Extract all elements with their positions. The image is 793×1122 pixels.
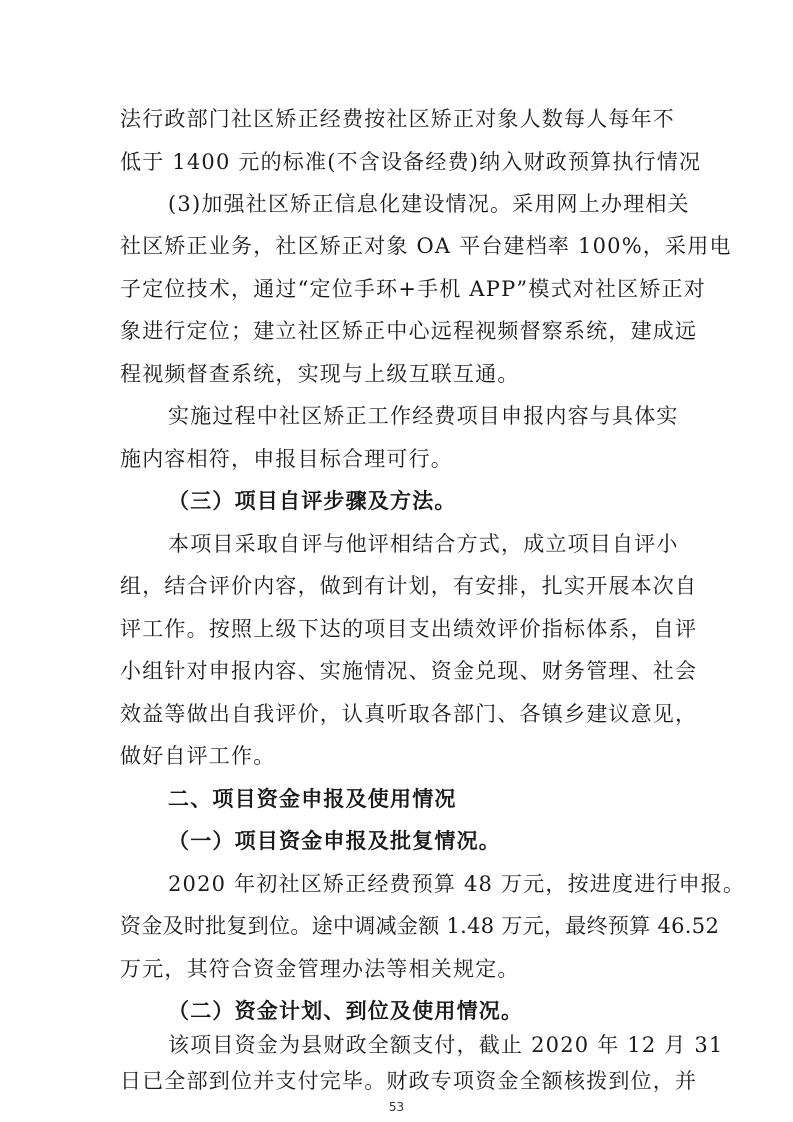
body-text-line: 小组针对申报内容、实施情况、资金兑现、财务管理、社会 bbox=[120, 659, 698, 683]
body-text-line: 日已全部到位并支付完毕。财政专项资金全额核拨到位，并 bbox=[120, 1069, 698, 1093]
body-text-line: 低于 1400 元的标准(不含设备经费)纳入财政预算执行情况 bbox=[120, 150, 702, 174]
body-text-line: 施内容相符，申报目标合理可行。 bbox=[120, 447, 453, 471]
body-text-line: 做好自评工作。 bbox=[120, 744, 276, 768]
section-heading-2: （二）资金计划、到位及使用情况。 bbox=[168, 998, 524, 1023]
body-text-line: 象进行定位；建立社区矫正中心远程视频督察系统，建成远 bbox=[120, 319, 698, 343]
body-text-line: 子定位技术，通过“定位手环+手机 APP”模式对社区矫正对 bbox=[120, 277, 706, 301]
body-text-line: 资金及时批复到位。途中调减金额 1.48 万元，最终预算 46.52 bbox=[120, 914, 720, 938]
body-text-line: 程视频督查系统，实现与上级互联互通。 bbox=[120, 362, 520, 386]
page-number: 53 bbox=[388, 1100, 405, 1114]
body-text-line: 效益等做出自我评价，认真听取各部门、各镇乡建议意见， bbox=[120, 702, 698, 726]
paragraph-first-line: 本项目采取自评与他评相结合方式，成立项目自评小 bbox=[168, 532, 679, 556]
body-text-line: 万元，其符合资金管理办法等相关规定。 bbox=[120, 957, 520, 981]
paragraph-first-line: 实施过程中社区矫正工作经费项目申报内容与具体实 bbox=[168, 404, 679, 428]
chapter-heading: 二、项目资金申报及使用情况 bbox=[168, 787, 457, 811]
section-heading-3: （三）项目自评步骤及方法。 bbox=[168, 488, 457, 513]
paragraph-first-line: 2020 年初社区矫正经费预算 48 万元，按进度进行申报。 bbox=[168, 872, 746, 896]
body-text-line: 组，结合评价内容，做到有计划，有安排，扎实开展本次自 bbox=[120, 574, 698, 598]
section-heading-1: （一）项目资金申报及批复情况。 bbox=[168, 828, 501, 853]
body-text-line: 评工作。按照上级下达的项目支出绩效评价指标体系，自评 bbox=[120, 617, 698, 641]
paragraph-first-line: 该项目资金为县财政全额支付，截止 2020 年 12 月 31 bbox=[168, 1033, 724, 1057]
paragraph-first-line: (3)加强社区矫正信息化建设情况。采用网上办理相关 bbox=[168, 192, 690, 216]
body-text-line: 法行政部门社区矫正经费按社区矫正对象人数每人每年不 bbox=[120, 107, 675, 131]
body-text-line: 社区矫正业务，社区矫正对象 OA 平台建档率 100%，采用电 bbox=[120, 234, 732, 258]
